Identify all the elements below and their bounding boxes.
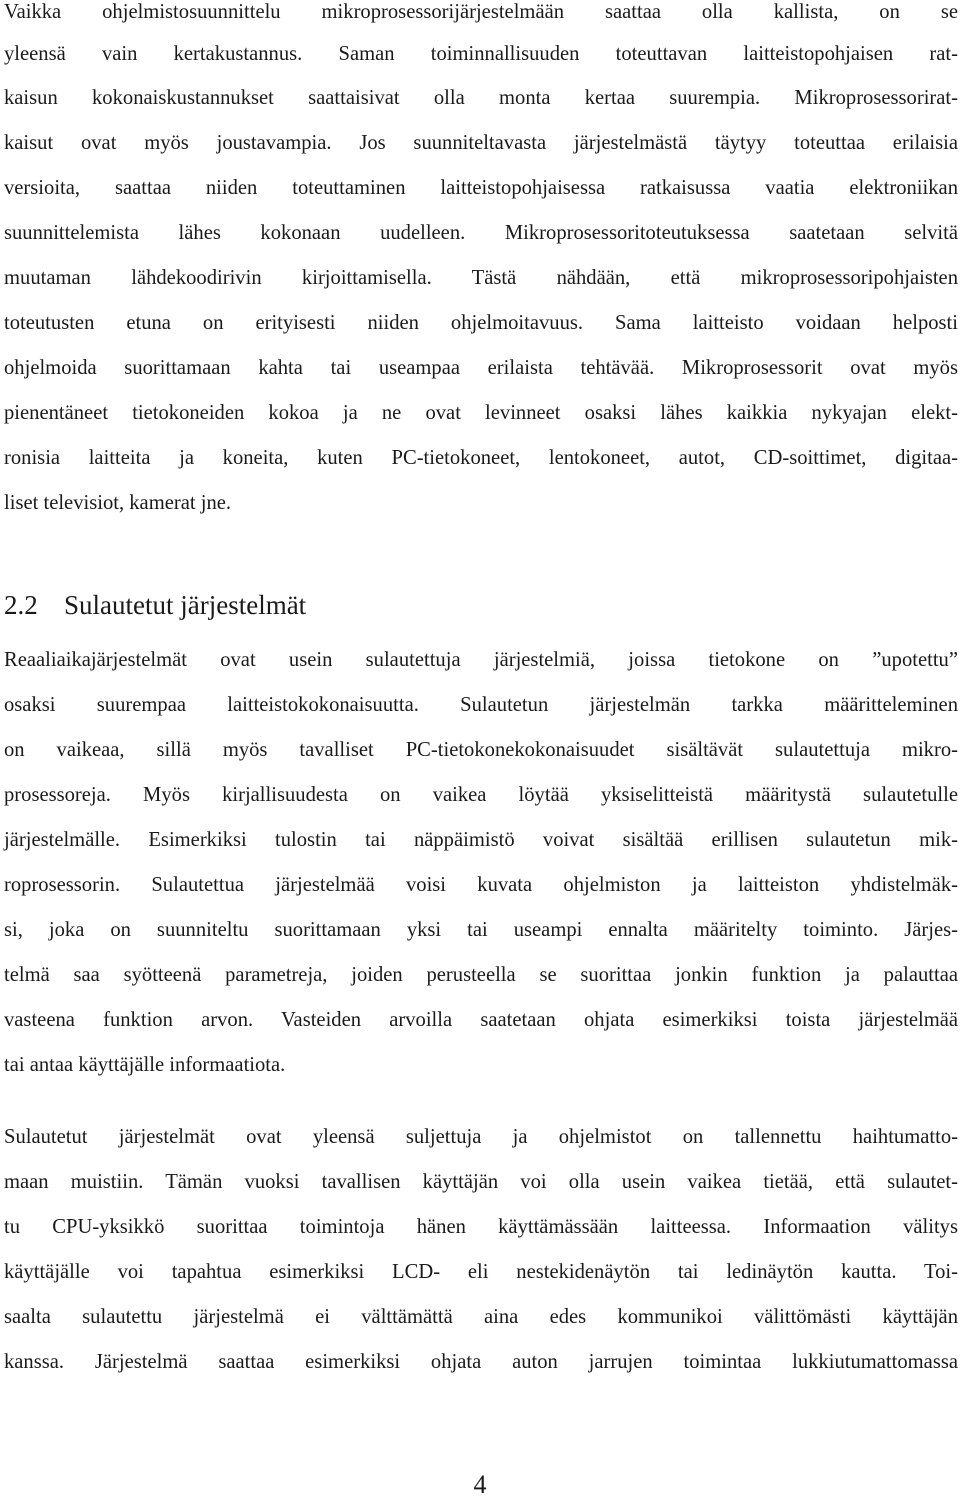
text-line: tu CPU-yksikkö suorittaa toimintoja hänen käyttämässään laitteessa. Informaation välitys	[4, 1216, 958, 1238]
text-line: suunnittelemista lähes kokonaan uudelleen. Mikroprosessoritoteutuksessa saatetaan selvitä	[4, 222, 958, 244]
text-line: Sulautetut järjestelmät ovat yleensä suljettuja ja ohjelmistot on tallennettu haihtumatto-	[4, 1126, 958, 1148]
text-line: Reaaliaikajärjestelmät ovat usein sulautettuja järjestelmiä, joissa tietokone on ”upotettu”	[4, 649, 958, 671]
text-line: Vaikka ohjelmistosuunnittelu mikroprosessorijärjestelmään saattaa olla kallista, on se	[4, 1, 958, 23]
section-title: Sulautetut järjestelmät	[64, 590, 307, 620]
section-heading	[4, 588, 306, 622]
text-line: saalta sulautettu järjestelmä ei välttämättä aina edes kommunikoi välittömästi käyttäjän	[4, 1306, 958, 1328]
text-line: toteutusten etuna on erityisesti niiden ohjelmoitavuus. Sama laitteisto voidaan helposti	[4, 312, 958, 334]
text-line: kanssa. Järjestelmä saattaa esimerkiksi ohjata auton jarrujen toimintaa lukkiutumattomassa	[4, 1351, 958, 1373]
text-line: muutaman lähdekoodirivin kirjoittamisella. Tästä nähdään, että mikroprosessoripohjaisten	[4, 267, 958, 289]
text-line: osaksi suurempaa laitteistokokonaisuutta. Sulautetun järjestelmän tarkka määritteleminen	[4, 694, 958, 716]
text-line: si, joka on suunniteltu suorittamaan yksi tai useampi ennalta määritelty toiminto. Järjes-	[4, 919, 958, 941]
text-line: maan muistiin. Tämän vuoksi tavallisen käyttäjän voi olla usein vaikea tietää, että sulautet-	[4, 1171, 958, 1193]
text-line: roprosessorin. Sulautettua järjestelmää voisi kuvata ohjelmiston ja laitteiston yhdistelmäk-	[4, 874, 958, 896]
text-line: versioita, saattaa niiden toteuttaminen laitteistopohjaisessa ratkaisussa vaatia elektroniikan	[4, 177, 958, 199]
page-number: 4	[473, 1470, 487, 1499]
text-line: pienentäneet tietokoneiden kokoa ja ne ovat levinneet osaksi lähes kaikkia nykyajan elekt-	[4, 402, 958, 424]
text-line: yleensä vain kertakustannus. Saman toiminnallisuuden toteuttavan laitteistopohjaisen rat-	[4, 43, 958, 65]
text-line: liset televisiot, kamerat jne.	[4, 492, 232, 514]
text-line: käyttäjälle voi tapahtua esimerkiksi LCD- eli nestekidenäytön tai ledinäytön kautta. Toi-	[4, 1261, 958, 1283]
text-line: tai antaa käyttäjälle informaatiota.	[4, 1054, 286, 1076]
text-line: on vaikeaa, sillä myös tavalliset PC-tietokonekokonaisuudet sisältävät sulautettuja mikro-	[4, 739, 958, 761]
text-line: ronisia laitteita ja koneita, kuten PC-tietokoneet, lentokoneet, autot, CD-soittimet, digitaa-	[4, 447, 958, 469]
text-line: ohjelmoida suorittamaan kahta tai useampaa erilaista tehtävää. Mikroprosessorit ovat myös	[4, 357, 958, 379]
text-line: kaisut ovat myös joustavampia. Jos suunniteltavasta järjestelmästä täytyy toteuttaa erilaisia	[4, 132, 958, 154]
text-line: järjestelmälle. Esimerkiksi tulostin tai näppäimistö voivat sisältää erillisen sulautetun mik-	[4, 829, 958, 851]
text-line: vasteena funktion arvon. Vasteiden arvoilla saatetaan ohjata esimerkiksi toista järjestelmää	[4, 1009, 958, 1031]
section-number: 2.2	[4, 590, 38, 620]
text-line: prosessoreja. Myös kirjallisuudesta on vaikea löytää yksiselitteistä määritystä sulautetulle	[4, 784, 958, 806]
text-line: telmä saa syötteenä parametreja, joiden perusteella se suorittaa jonkin funktion ja palauttaa	[4, 964, 958, 986]
text-line: kaisun kokonaiskustannukset saattaisivat olla monta kertaa suurempia. Mikroprosessorirat-	[4, 87, 958, 109]
